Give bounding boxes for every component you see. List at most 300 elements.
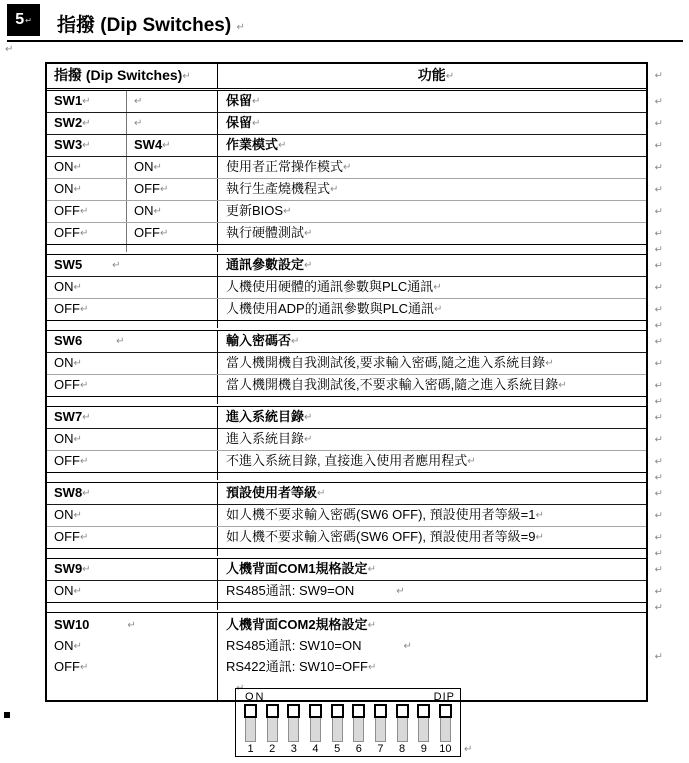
chapter-number: 5 [15,11,25,28]
dip-switch-handle [439,704,452,718]
dip-switch-slot [245,718,256,742]
pilcrow-mark: ↵ [304,412,313,423]
table-row [47,450,663,472]
dip-switch [243,704,258,755]
cell-text: 人機使用硬體的通訊參數與PLC通訊 [226,279,434,294]
page-title-text: 指撥 (Dip Switches) [57,15,232,36]
table-row [47,222,663,244]
pilcrow-mark: ↵ [5,44,14,55]
spacer-cell [217,549,646,556]
cell-text: 如人機不要求輸入密碼(SW6 OFF), 預設使用者等級=1 [226,507,536,522]
table-row [47,156,663,178]
table-row [47,374,663,396]
dip-table-body [47,91,663,700]
dip-switch-handle [396,704,409,718]
pilcrow-mark: ↵ [80,304,89,315]
dip-switch-number: 1 [247,743,254,755]
cell-text: SW3 [54,137,83,152]
spacer-cell [217,397,646,404]
table-row [47,320,663,331]
cell-text: ON [134,203,154,218]
row-end-mark: ↵ [654,70,663,82]
pilcrow-mark: ↵ [112,260,121,271]
cell-switch-a [47,135,126,156]
cell-text: 不進入系統目錄, 直接進入使用者應用程式 [226,453,468,468]
cell-text: 執行硬體測試 [226,225,305,240]
pilcrow-mark: ↵ [80,228,89,239]
dip-switch-slot [397,718,408,742]
table-row [47,472,663,483]
cell-line [54,635,217,656]
table-row [47,244,663,255]
dip-switch-number: 9 [420,743,427,755]
table-row [47,112,663,134]
dip-switch-slot [353,718,364,742]
pilcrow-mark: ↵ [80,662,89,673]
cell-function [217,223,646,244]
row-end-mark: ↵ [654,184,663,195]
dip-switch [351,704,366,755]
row-end-mark: ↵ [654,118,663,129]
pilcrow-mark: ↵ [396,586,405,597]
spacer-cell [217,245,646,252]
cell-function [217,407,646,428]
row-end-mark: ↵ [654,336,663,347]
pilcrow-mark: ↵ [367,620,376,631]
cell-text: RS422通訊: SW10=OFF [226,659,368,674]
cell-switch-a [47,91,126,112]
dip-table [45,62,663,702]
cell-function [217,559,646,580]
dip-switch-strip [243,704,453,755]
dip-switch-number: 4 [312,743,319,755]
cell-text: ON [54,279,74,294]
table-row [47,602,663,613]
pilcrow-mark: ↵ [82,488,91,499]
row-end-mark: ↵ [654,602,663,613]
table-row [47,298,663,320]
cell-text: ON [134,159,154,174]
pilcrow-mark: ↵ [153,206,162,217]
cell-function [217,255,646,276]
cell-switch [47,429,217,450]
cell-function [217,375,646,396]
cell-switch-a [47,157,126,178]
pilcrow-mark: ↵ [304,260,313,271]
pilcrow-mark: ↵ [236,683,245,694]
cell-text: 通訊參數設定 [226,257,305,272]
cell-text: 保留 [226,93,253,108]
cell-switch-a [47,179,126,200]
cell-text: SW8 [54,485,83,500]
cell-text: ON [54,159,74,174]
row-end-mark: ↵ [654,532,663,543]
table-row [47,352,663,374]
cell-text: SW5 [54,257,83,272]
cell-switch-a [47,113,126,134]
dip-switch-number: 6 [355,743,362,755]
spacer-cell [47,245,126,252]
cell-text: 預設使用者等級 [226,485,318,500]
dip-switch-number: 8 [399,743,406,755]
cell-function [217,429,646,450]
cell-switch-b [126,91,217,112]
cell-switch-a [47,201,126,222]
cell-text: 人機使用ADP的通訊參數與PLC通訊 [226,301,435,316]
cell-switch [47,331,217,352]
row-end-mark: ↵ [654,140,663,151]
spacer-cell [47,603,217,610]
dip-label: DIP [433,691,455,703]
pilcrow-mark: ↵ [73,162,82,173]
row-end-mark: ↵ [654,206,663,217]
pilcrow-mark: ↵ [73,184,82,195]
table-row [47,483,663,504]
cell-switch [47,581,217,602]
cell-text: OFF [54,301,80,316]
cell-switch [47,527,217,548]
header-switches-label: 指撥 (Dip Switches) [54,67,183,83]
pilcrow-mark: ↵ [433,282,442,293]
cell-text: OFF [54,203,80,218]
table-row [47,178,663,200]
table-row [47,526,663,548]
cell-function [217,113,646,134]
row-end-mark: ↵ [654,162,663,173]
cell-switch [47,277,217,298]
pilcrow-mark: ↵ [80,456,89,467]
table-row [47,91,663,112]
row-end-mark: ↵ [654,564,663,575]
dip-switch-slot [418,718,429,742]
pilcrow-mark: ↵ [330,184,339,195]
pilcrow-mark: ↵ [283,206,292,217]
cell-text: OFF [54,377,80,392]
pilcrow-mark: ↵ [80,206,89,217]
cell-line [226,614,646,635]
spacer-cell [47,397,217,404]
cell-text: 輸入密碼否 [226,333,292,348]
cell-text: 人機背面COM1規格設定 [226,561,368,576]
header-cell-switches [47,64,217,88]
pilcrow-mark: ↵ [153,162,162,173]
cell-text: OFF [54,659,80,674]
table-row [47,504,663,526]
pilcrow-mark: ↵ [304,434,313,445]
pilcrow-mark: ↵ [73,358,82,369]
cell-switch [47,299,217,320]
pilcrow-mark: ↵ [403,641,412,652]
cell-function [217,277,646,298]
cell-text: SW7 [54,409,83,424]
cell-text: 人機背面COM2規格設定 [226,617,368,632]
row-end-mark: ↵ [654,380,663,391]
row-end-mark: ↵ [654,651,663,662]
cell-text: 使用者正常操作模式 [226,159,344,174]
pilcrow-mark: ↵ [278,140,287,151]
row-end-mark: ↵ [654,412,663,423]
table-row [47,613,663,700]
pilcrow-mark: ↵ [367,564,376,575]
cell-text: 作業模式 [226,137,279,152]
pilcrow-mark: ↵ [236,22,245,33]
cell-text: OFF [54,225,80,240]
cell-text: 進入系統目錄 [226,409,305,424]
cell-text: 當人機開機自我測試後,不要求輸入密碼,隨之進入系統目錄 [226,377,559,392]
pilcrow-mark: ↵ [25,15,32,25]
cell-text: RS485通訊: SW9=ON [226,583,355,598]
cell-text: SW10 [54,617,90,632]
dip-switch [308,704,323,755]
row-end-mark: ↵ [654,244,663,255]
cell-function [217,201,646,222]
dip-switch-number: 2 [269,743,276,755]
cell-text: ON [54,583,74,598]
table-row [47,331,663,352]
cell-text: OFF [134,225,160,240]
row-end-mark: ↵ [654,320,663,331]
dip-switch-handle [309,704,322,718]
table-row [47,580,663,602]
header-cell-function [217,64,646,88]
table-row [47,559,663,580]
row-end-mark: ↵ [654,304,663,315]
pilcrow-mark: ↵ [82,412,91,423]
cell-switch-b [126,179,217,200]
pilcrow-mark: ↵ [545,358,554,369]
cell-text: 當人機開機自我測試後,要求輸入密碼,隨之進入系統目錄 [226,355,546,370]
row-end-mark: ↵ [654,488,663,499]
pilcrow-mark: ↵ [343,162,352,173]
pilcrow-mark: ↵ [304,228,313,239]
cell-line [226,656,646,677]
pilcrow-mark: ↵ [317,488,326,499]
cell-function [217,135,646,156]
spacer-cell [217,603,646,610]
cell-line [54,656,217,677]
table-row [47,396,663,407]
spacer-cell [217,473,646,480]
cell-function [217,299,646,320]
pilcrow-mark: ↵ [535,532,544,543]
spacer-cell [217,321,646,328]
row-end-mark: ↵ [654,282,663,293]
dip-switch-number: 3 [290,743,297,755]
cell-function-multiline [217,613,646,700]
row-end-mark: ↵ [654,472,663,483]
row-end-mark: ↵ [654,456,663,467]
cell-switch-b [126,157,217,178]
title-rule [7,40,683,42]
pilcrow-mark: ↵ [445,71,455,82]
dip-switch-slot [375,718,386,742]
cell-function [217,505,646,526]
cell-text: OFF [54,453,80,468]
table-row [47,428,663,450]
row-end-mark: ↵ [654,586,663,597]
row-end-mark: ↵ [654,510,663,521]
pilcrow-mark: ↵ [73,586,82,597]
dip-switch [395,704,410,755]
row-end-mark: ↵ [654,434,663,445]
dip-switch [416,704,431,755]
cell-line [54,677,217,698]
cell-switch [47,505,217,526]
pilcrow-mark: ↵ [73,282,82,293]
pilcrow-mark: ↵ [82,96,91,107]
table-row [47,255,663,276]
cell-line [54,614,217,635]
cell-text: SW9 [54,561,83,576]
cell-function [217,353,646,374]
pilcrow-mark: ↵ [252,96,261,107]
cell-switch [47,407,217,428]
cell-switch-b [126,223,217,244]
pilcrow-mark: ↵ [291,336,300,347]
pilcrow-mark: ↵ [73,641,82,652]
cell-switch-b [126,113,217,134]
dip-switch-graphic [235,688,461,757]
cell-text: OFF [134,181,160,196]
cell-switch-b [126,135,217,156]
dip-switch-handle [374,704,387,718]
cell-function [217,91,646,112]
cell-switch [47,255,217,276]
spacer-cell [126,245,217,252]
pilcrow-mark: ↵ [82,140,91,151]
cell-switch-a [47,223,126,244]
row-end-mark: ↵ [654,548,663,559]
pilcrow-mark: ↵ [434,304,443,315]
cell-text: 保留 [226,115,253,130]
cell-text: ON [54,355,74,370]
cell-function [217,483,646,504]
table-header-row [47,64,663,91]
row-end-mark: ↵ [654,260,663,271]
pilcrow-mark: ↵ [162,140,171,151]
header-function-label: 功能 [417,67,446,83]
pilcrow-mark: ↵ [367,662,377,673]
dip-switch-slot [288,718,299,742]
table-row [47,276,663,298]
dip-on-label: ON [245,691,266,703]
pilcrow-mark: ↵ [116,336,125,347]
dip-switch-number: 7 [377,743,384,755]
pilcrow-mark: ↵ [134,96,143,107]
cell-switch [47,483,217,504]
pilcrow-mark: ↵ [464,744,473,755]
cell-text: 如人機不要求輸入密碼(SW6 OFF), 預設使用者等級=9 [226,529,536,544]
chapter-badge [7,4,40,36]
table-row [47,200,663,222]
dip-switch-slot [332,718,343,742]
cell-text: SW1 [54,93,83,108]
cell-text: ON [54,638,74,653]
dip-switch-handle [266,704,279,718]
pilcrow-mark: ↵ [80,380,89,391]
pilcrow-mark: ↵ [558,380,567,391]
cell-switch [47,375,217,396]
cell-text: OFF [54,529,80,544]
pilcrow-mark: ↵ [82,118,91,129]
pilcrow-mark: ↵ [82,564,91,575]
table-row [47,548,663,559]
dip-switch-slot [267,718,278,742]
cell-switch [47,353,217,374]
page-title [57,10,245,37]
cell-function [217,581,646,602]
pilcrow-mark: ↵ [134,118,143,129]
pilcrow-mark: ↵ [535,510,544,521]
pilcrow-mark: ↵ [467,456,476,467]
dip-switch [265,704,280,755]
dip-switch [330,704,345,755]
pilcrow-mark: ↵ [160,228,169,239]
dip-switch-slot [440,718,451,742]
spacer-cell [47,321,217,328]
cell-text: SW4 [134,137,163,152]
cell-text: ON [54,181,74,196]
cell-switch [47,559,217,580]
dip-switch-handle [331,704,344,718]
dip-switch-handle [417,704,430,718]
dip-switch-slot [310,718,321,742]
square-bullet [4,712,10,718]
cell-text: 執行生產燒機程式 [226,181,331,196]
cell-text: 進入系統目錄 [226,431,305,446]
table-row [47,134,663,156]
dip-switch-number: 5 [334,743,341,755]
dip-switch-number: 10 [439,743,452,755]
cell-line [226,635,646,656]
cell-text: RS485通訊: SW10=ON [226,638,362,653]
cell-function [217,451,646,472]
cell-text: 更新BIOS [226,203,284,218]
spacer-cell [47,473,217,480]
dip-switch [373,704,388,755]
dip-switch-handle [244,704,257,718]
pilcrow-mark: ↵ [160,184,169,195]
row-end-mark: ↵ [654,96,663,107]
row-end-mark: ↵ [654,396,663,407]
dip-switch [438,704,453,755]
spacer-cell [47,549,217,556]
row-end-mark: ↵ [654,228,663,239]
cell-switch-b [126,201,217,222]
cell-switch-multiline [47,613,217,700]
cell-function [217,179,646,200]
pilcrow-mark: ↵ [73,434,82,445]
cell-function [217,157,646,178]
pilcrow-mark: ↵ [127,620,136,631]
cell-switch [47,451,217,472]
cell-function [217,331,646,352]
pilcrow-mark: ↵ [80,532,89,543]
cell-text: SW2 [54,115,83,130]
table-row [47,407,663,428]
dip-switch [286,704,301,755]
dip-switch-handle [287,704,300,718]
cell-text: ON [54,431,74,446]
pilcrow-mark: ↵ [73,510,82,521]
dip-switch-handle [352,704,365,718]
cell-function [217,527,646,548]
cell-text: SW6 [54,333,83,348]
row-end-mark: ↵ [654,358,663,369]
pilcrow-mark: ↵ [182,71,191,82]
cell-text: ON [54,507,74,522]
pilcrow-mark: ↵ [252,118,261,129]
